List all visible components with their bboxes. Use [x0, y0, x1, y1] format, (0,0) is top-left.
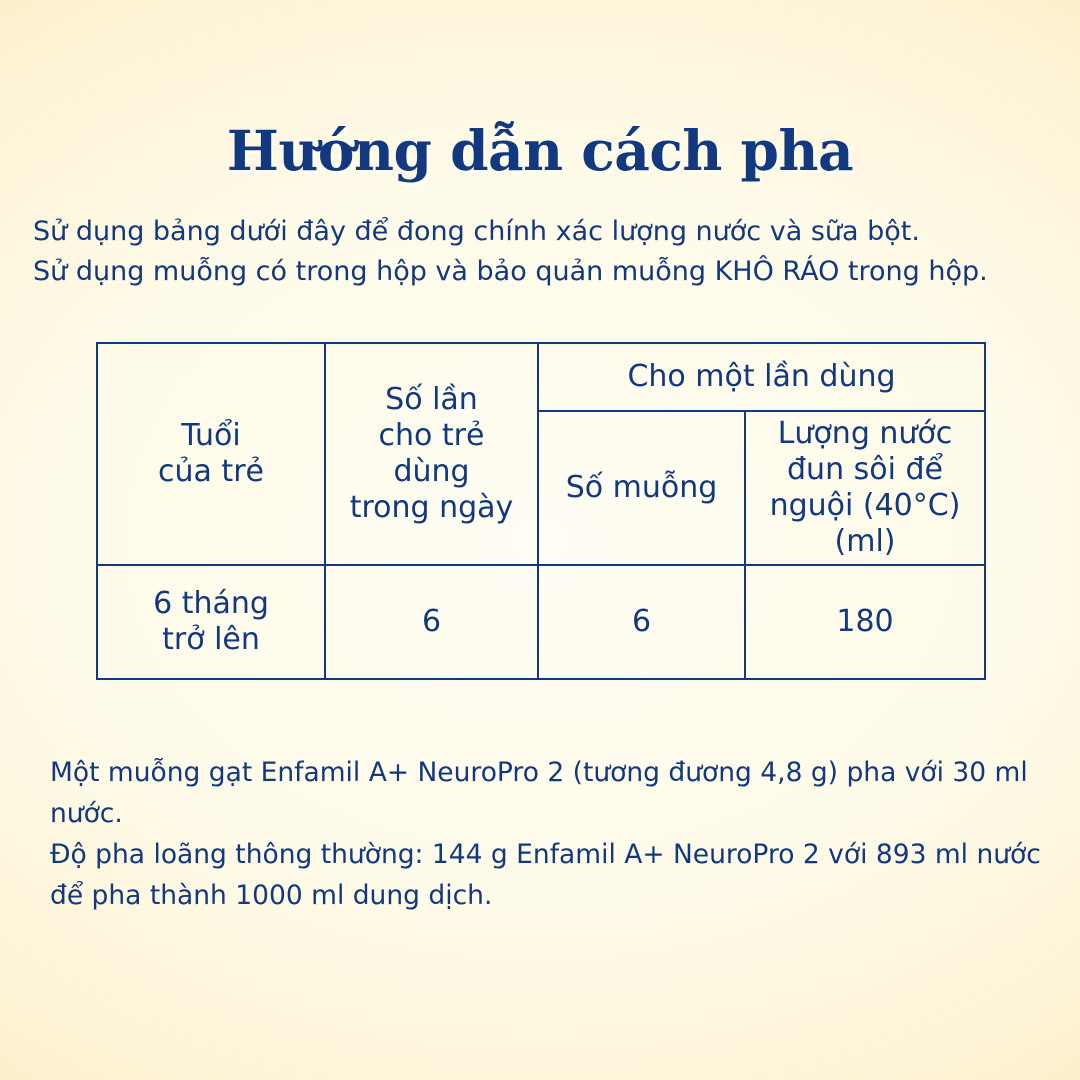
- cell-times-per-day: 6: [325, 565, 538, 679]
- note-line-2: Độ pha loãng thông thường: 144 g Enfamil A+ NeuroPro 2 với 893 ml nước để pha thành 1000 ml dung dịch.: [50, 839, 1041, 911]
- header-per-serving-group: Cho một lần dùng: [538, 343, 985, 411]
- header-times-line-3: dùng: [393, 454, 470, 489]
- header-water-line-3: nguội (40°C): [769, 488, 961, 523]
- cell-age: [97, 565, 325, 679]
- header-times-line-1: Số lần: [385, 382, 478, 417]
- header-water-line-2: đun sôi để: [787, 452, 943, 487]
- header-age: [97, 343, 325, 565]
- mixing-table: [96, 342, 986, 680]
- header-times-line-2: cho trẻ: [378, 418, 485, 453]
- cell-age-line-2: trở lên: [162, 622, 260, 657]
- header-scoops: Số muỗng: [538, 411, 745, 565]
- footer-notes: [50, 752, 1050, 916]
- header-times-per-day: [325, 343, 538, 565]
- cell-water: 180: [745, 565, 985, 679]
- note-line-1: Một muỗng gạt Enfamil A+ NeuroPro 2 (tương đương 4,8 g) pha với 30 ml nước.: [50, 757, 1028, 829]
- cell-scoops: 6: [538, 565, 745, 679]
- header-water-line-1: Lượng nước: [777, 416, 953, 451]
- intro-line-2: Sử dụng muỗng có trong hộp và bảo quản muỗng KHÔ RÁO trong hộp.: [33, 256, 988, 287]
- intro-text: [33, 212, 1048, 292]
- header-times-line-4: trong ngày: [349, 490, 514, 525]
- mixing-table-container: [96, 342, 984, 680]
- intro-line-1: Sử dụng bảng dưới đây để đong chính xác lượng nước và sữa bột.: [33, 216, 920, 247]
- header-water-amount: [745, 411, 985, 565]
- header-age-line-1: Tuổi: [181, 418, 241, 453]
- header-age-line-2: của trẻ: [158, 454, 264, 489]
- cell-age-line-1: 6 tháng: [153, 586, 269, 621]
- page-title: Hướng dẫn cách pha: [226, 118, 854, 183]
- header-water-line-4: (ml): [834, 524, 896, 559]
- table-row: [97, 565, 985, 679]
- table-header-row-1: [97, 343, 985, 411]
